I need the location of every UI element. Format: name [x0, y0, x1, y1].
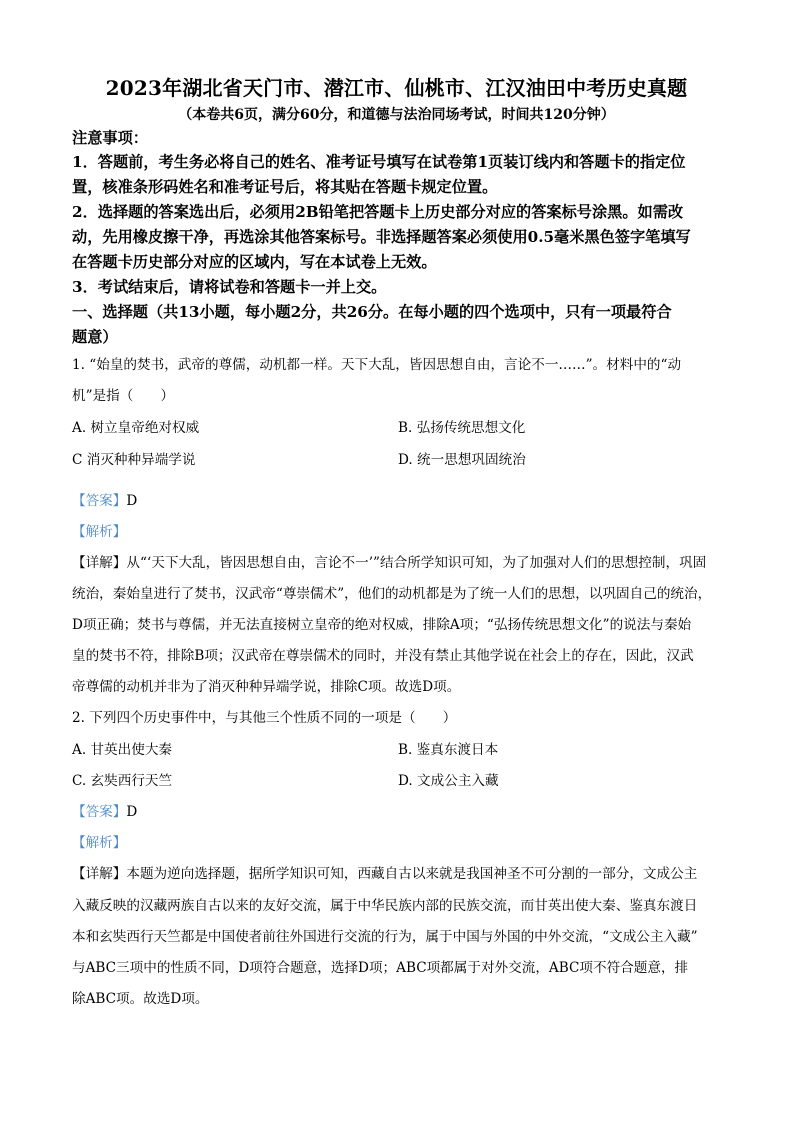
question-1-detail: 皇的焚书不符，排除B项；汉武帝在尊崇儒术的同时，并没有禁止其他学说在社会上的存在，因此，汉武: [72, 648, 694, 664]
answer-label: 【答案】: [72, 804, 127, 820]
notice-heading: 注意事项：: [72, 129, 148, 147]
question-2-option-b: B. 鉴真东渡日本: [398, 742, 499, 758]
answer-label: 【答案】: [72, 493, 127, 509]
question-2-detail: 与ABC三项中的性质不同，D项符合题意，选择D项；ABC项都属于对外交流，ABC项不符合题意，排: [72, 960, 689, 976]
answer-value: D: [126, 804, 138, 820]
question-1-option-b: B. 弘扬传统思想文化: [398, 420, 526, 436]
question-2-detail: 入藏反映的汉藏两族自古以来的友好交流，属于中华民族内部的民族交流，而甘英出使大秦、鉴真东渡日: [72, 898, 698, 914]
page-title: 2023年湖北省天门市、潜江市、仙桃市、江汉油田中考历史真题: [105, 76, 688, 100]
section-heading: 题意）: [72, 328, 118, 346]
question-1-stem: 1. “始皇的焚书，武帝的尊儒，动机都一样。天下大乱，皆因思想自由，言论不一……”。材料中的“动: [72, 357, 682, 373]
question-2-option-c: C. 玄奘西行天竺: [72, 773, 173, 789]
notice-line: 1．答题前，考生务必将自己的姓名、准考证号填写在试卷第1页装订线内和答题卡的指定位: [72, 153, 686, 171]
question-2-answer: [72, 802, 732, 822]
analysis-label: 【解析】: [72, 524, 127, 540]
question-2-option-d: D. 文成公主入藏: [398, 773, 499, 789]
question-1-option-d: D. 统一思想巩固统治: [398, 452, 526, 468]
notice-line: 2．选择题的答案选出后，必须用2B铅笔把答题卡上历史部分对应的答案标号涂黑。如需改: [72, 203, 684, 221]
detail-label: 【详解】: [72, 866, 127, 882]
question-1-option-a: A. 树立皇帝绝对权威: [72, 420, 200, 436]
answer-value: D: [126, 493, 138, 509]
question-2-detail: 除ABC项。故选D项。: [72, 991, 209, 1007]
question-1-detail: 帝尊儒的动机并非为了消灭种种异端学说，排除C项。故选D项。: [72, 679, 461, 695]
notice-line: 在答题卡历史部分对应的区域内，写在本试卷上无效。: [72, 253, 437, 271]
page-subtitle: （本卷共6页，满分60分，和道德与法治同场考试，时间共120分钟）: [178, 107, 615, 123]
question-1-detail: [72, 553, 732, 573]
question-2-detail: 本和玄奘西行天竺都是中国使者前往外国进行交流的行为，属于中国与外国的中外交流，“文成公主入藏”: [72, 929, 698, 945]
notice-line: 动，先用橡皮擦干净，再选涂其他答案标号。非选择题答案必须使用0.5毫米黑色签字笔填写: [72, 228, 691, 246]
notice-line: 3．考试结束后，请将试卷和答题卡一并上交。: [72, 278, 387, 296]
notice-line: 置，核准条形码姓名和准考证号后，将其贴在答题卡规定位置。: [72, 178, 498, 196]
question-1-answer: [72, 491, 732, 511]
detail-text: 从“‘天下大乱，皆因思想自由，言论不一’”结合所学知识可知，为了加强对人们的思想控制，巩固: [126, 555, 707, 571]
question-1-detail: D项正确；焚书与尊儒，并无法直接树立皇帝的绝对权威，排除A项；“弘扬传统思想文化”的说法与秦始: [72, 617, 692, 633]
question-2-detail: [72, 864, 732, 884]
question-1-analysis-label: [72, 522, 732, 542]
question-2-analysis-label: [72, 833, 732, 853]
question-2-stem: 2. 下列四个历史事件中，与其他三个性质不同的一项是（ ）: [72, 710, 457, 726]
detail-text: 本题为逆向选择题，据所学知识可知，西藏自古以来就是我国神圣不可分割的一部分，文成公主: [126, 866, 698, 882]
section-heading: 一、选择题（共13小题，每小题2分，共26分。在每小题的四个选项中，只有一项最符合: [72, 303, 672, 321]
detail-label: 【详解】: [72, 555, 127, 571]
question-1-detail: 统治，秦始皇进行了焚书，汉武帝“尊崇儒术”，他们的动机都是为了统一人们的思想，以巩固自己的统治，: [72, 586, 712, 602]
question-2-option-a: A. 甘英出使大秦: [72, 742, 173, 758]
analysis-label: 【解析】: [72, 835, 127, 851]
question-1-stem: 机”是指（ ）: [72, 388, 175, 404]
question-1-option-c: C 消灭种种异端学说: [72, 452, 196, 468]
